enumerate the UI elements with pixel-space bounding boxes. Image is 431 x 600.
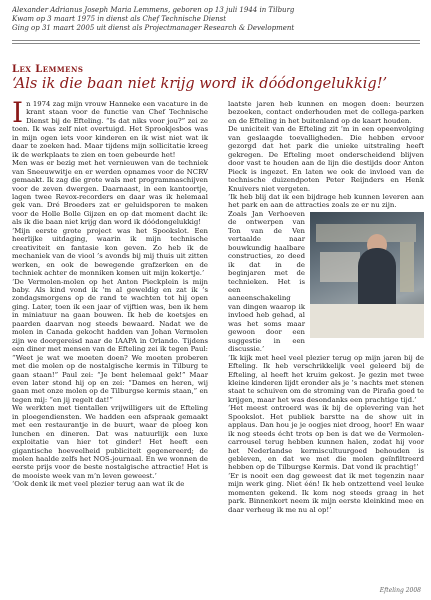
paragraph: ‘Ik heb blij dat ik een bijdrage heb kunnen leveren aan het park en aan de attracties zoals ze er nu zijn.	[228, 192, 424, 210]
article-headline: ‘Als ik die baan niet krijg word ik dóódongelukkig!’	[12, 76, 388, 92]
intro-line-start: Kwam op 3 maart 1975 in dienst als Chef Technische Dienst	[12, 15, 227, 23]
divider-top	[12, 40, 420, 41]
paragraph: In 1974 zag mijn vrouw Hanneke een vacature in de krant staan voor de functie van Chef Technische Dienst bij de Efteling. “Is dat niks voor jou?” zei ze toen. Ik was zelf niet overtuigd. Het Sprookjesbos was in mijn ogen iets voor kinderen en ik wist niet wat ik daar te zoeken had. Maar tijdens mijn sollicitatie kreeg ik de werkplaats te zien en toen gebeurde het!	[12, 96, 208, 159]
paragraph: ‘Het meest ontroerd was ik bij de oplevering van het Spookslot. Het publiek barstte na de show uit in applaus. Dan hou je je oogjes niet droog, hoor! En waar ik nog steeds écht trots op ben is dat we de Vermolen-carrousel terug hebben kunnen halen, zodat hij voor het Nederlandse kermiscultuurgoed behouden is gebleven, en dat we met die molen geïnfiltreerd hebben op de Tilburgse Kermis. Dat vond ik prachtig!’	[228, 404, 424, 472]
paragraph: laatste jaren heb kunnen en mogen doen: beurzen bezoeken, contact onderhouden met de collega-parken en de Efteling in het buitenland op de kaart houden.	[228, 100, 424, 125]
paragraph: ‘Ook denk ik met veel plezier terug aan wat ik de	[12, 480, 185, 489]
intro-block	[12, 6, 422, 33]
paragraph: ‘Mijn eerste grote project was het Spookslot. Een heerlijke uitdaging, waarin ik mijn technische creativiteit en fantasie kon geven. Zo heb ik de mechaniek van de viool ’s avonds bij mij thuis uit zitten werken, en ook de bewegende grafzerken en de techniek achter de monniken komen uit mijn kokertje.’	[12, 226, 208, 278]
drop-cap: I	[12, 96, 24, 129]
column-left	[12, 96, 208, 489]
paragraph: De uniciteit van de Efteling zit ’m in een opeenvolging van geslaagde toevalligheden. Die hebben ervoor gezorgd dat het park die unieke uitstraling heeft gekregen. De Efteling moet onderscheidend blijven door vast te houden aan de lijn die destijds door Anton Pieck is ingezet. En laten we ook de invloed van de technische duizendpoten Peter Reijnders en Henk Knuivers niet vergeten.	[228, 125, 424, 193]
workshop-photo	[310, 212, 424, 338]
column-right	[228, 100, 424, 514]
paragraph: We werkten met tientallen vrijwilligers uit de Efteling in ploegendiensten. We hadden een afspraak gemaakt met een restaurantje in de buurt, waar de ploeg kon lunchen en dineren. Dat was natuurlijk een luxe exploitatie van hier tot ginder! Het heeft een gigantische hoeveelheid publiciteit gegenereerd; de molen haalde zelfs het NOS-journaal. En we wonnen de eerste prijs voor de beste nostalgische attractie! Het is de mooiste week van m’n leven geweest.’	[12, 404, 208, 480]
paragraph: ‘De Vermolen-molen op het Anton Pieckplein is mijn baby. Als kind vond ik ’m al geweldig en zat ik ’s zondagsmorgens op de rand te wachten tot hij open ging. Later, toen ik een jaar of vijftien was, ben ik hem in miniatuur na gaan bouwen. Ik heb de koetsjes en paarden daarvan nog steeds bewaard. Nadat we de molen in Canada gekocht hadden van Johan Vermolen zijn we doorgereisd naar de IAAPA in Orlando. Tijdens een diner met mensen van de Efteling zei ik tegen Paul: “Weet je wat we moeten doen? We moeten proberen met die molen op de nostalgische kermis in Tilburg te gaan staan!” Paul zei: “Je bent helemaal gek!” Maar even later stond hij op en zei: “Dames en heren, wij gaan met onze molen op de Tilburgse kermis staan,” en tegen mij: “en jij regelt dat!”	[12, 277, 208, 404]
paragraph: Zoals Jan Verhoeven de ontwerpen van Ton van de Ven vertaalde naar bouwkundig haalbare constructies, zo deed ik dat in de beginjaren met de technieken. Het is een aaneenschakeling van dingen waarop ik invloed heb gehad, al was het soms maar gewoon door een suggestie in een discussie.’	[228, 209, 305, 354]
page-footer: Efteling 2008	[379, 587, 421, 594]
divider-top-second	[12, 43, 420, 44]
intro-line-end: Ging op 31 maart 2005 uit dienst als Projectmanager Research & Development	[12, 24, 295, 32]
intro-line-birth: Alexander Adrianus Joseph Maria Lemmens, geboren op 13 juli 1944 in Tilburg	[12, 6, 295, 14]
person-name: Lex Lemmens	[12, 64, 84, 75]
paragraph: ‘Ik kijk met heel veel plezier terug op mijn jaren bij de Efteling. Ik heb verschrikkelijk veel geleerd bij de Efteling, al heeft het kruim gekost. Je gezin met twee kleine kinderen lijdt eronder als je ’s nachts met stenen staat te schuiven om de stroming van de Piraña goed te krijgen, maar het was desondanks een prachtige tijd.’	[228, 353, 424, 404]
paragraph: ‘Er is nooit een dag geweest dat ik met tegenzin naar mijn werk ging. Niet één! Ik heb ontzettend veel leuke momenten gekend. Ik kom nog steeds graag in het park. Binnenkort neem ik mijn eerste kleinkind mee en daar verheug ik me nu al op!’	[228, 471, 424, 514]
paragraph: Men was er bezig met het vernieuwen van de techniek van Sneeuwwitje en er werden opnames voor de NCRV gemaakt. Ik zag die grote wals met programmaschijven voor de zeven dwergen. Daarnaast, in een kantoortje, lagen twee Revox-recorders en daar was ik helemaal gek van. Dré Broeders zat er geluidsporen te maken voor de Holle Bolle Gijzen en op dat moment dacht ik: als ik die baan niet krijg dan word ik dóódongelukkig!	[12, 159, 208, 227]
